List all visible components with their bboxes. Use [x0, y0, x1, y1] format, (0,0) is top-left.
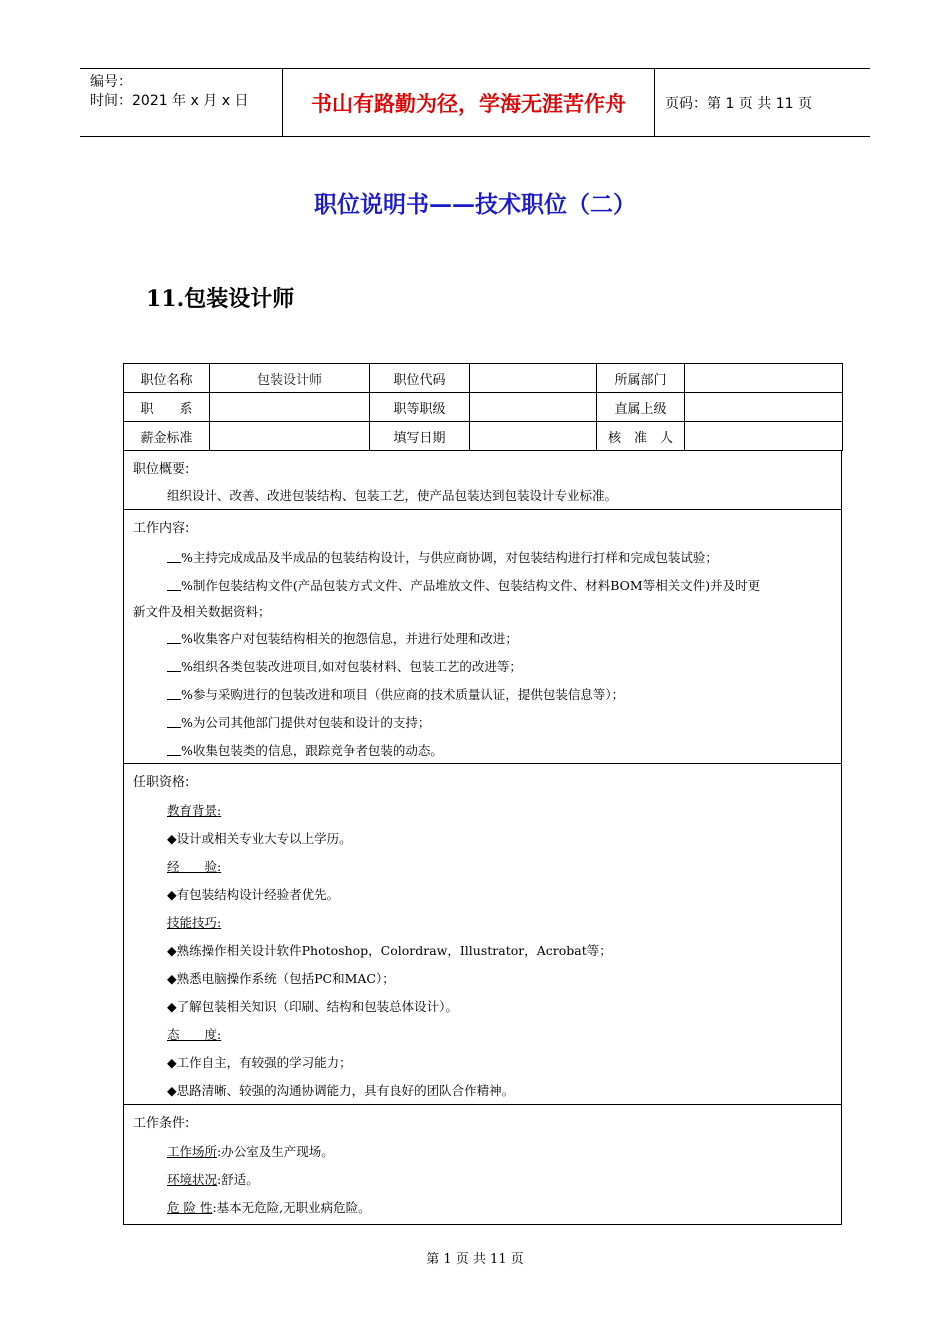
work-content-section	[123, 510, 842, 764]
experience-text: ◆有包装结构设计经验者优先。	[167, 887, 340, 902]
department-value	[685, 364, 843, 393]
header-page-info: 页码：第 1 页 共 11 页	[665, 95, 812, 112]
list-item-continuation: 新文件及相关数据资料；	[133, 604, 271, 619]
qualification-heading: 任职资格:	[133, 775, 190, 790]
skills-label: 技能技巧:	[167, 915, 222, 930]
number-label: 编号：	[90, 74, 132, 90]
environment-value: :舒适。	[217, 1172, 259, 1187]
risk-line	[167, 1198, 371, 1216]
salary-value	[210, 422, 370, 451]
education-text: ◆设计或相关专业大专以上学历。	[167, 831, 352, 846]
job-family-value	[210, 393, 370, 422]
skill-item: ◆了解包装相关知识（印刷、结构和包装总体设计）。	[167, 999, 458, 1014]
list-item: %收集包装类的信息，跟踪竞争者包装的动态。	[167, 741, 443, 759]
conditions-section	[123, 1105, 842, 1225]
supervisor-label: 直属上级	[597, 393, 685, 422]
table-row	[124, 422, 843, 451]
risk-label: 危 险 性	[167, 1200, 213, 1215]
position-name-value: 包装设计师	[210, 364, 370, 393]
page-footer: 第 1 页 共 11 页	[426, 1252, 524, 1267]
approver-value	[685, 422, 843, 451]
skill-item: ◆熟练操作相关设计软件Photoshop，Colordraw，Illustrator，Acrobat等；	[167, 943, 612, 958]
list-item: %为公司其他部门提供对包装和设计的支持；	[167, 713, 430, 731]
environment-label: 环境状况	[167, 1172, 218, 1187]
environment-line	[167, 1170, 259, 1188]
position-code-value	[470, 364, 597, 393]
position-name-label: 职位名称	[124, 364, 210, 393]
header-meta	[80, 69, 283, 136]
table-row	[124, 393, 843, 422]
table-row	[124, 364, 843, 393]
summary-section	[123, 451, 842, 510]
section-title: 11.包装设计师	[146, 286, 295, 312]
list-item: %收集客户对包装结构相关的抱怨信息，并进行处理和改进；	[167, 629, 518, 647]
risk-value: :基本无危险,无职业病危险。	[212, 1200, 371, 1215]
grade-label: 职等职级	[370, 393, 470, 422]
conditions-heading: 工作条件:	[133, 1116, 190, 1131]
attitude-label: 态 度:	[167, 1027, 222, 1042]
document-title: 职位说明书——技术职位（二）	[314, 191, 636, 218]
workplace-label: 工作场所	[167, 1144, 218, 1159]
workplace-line	[167, 1142, 334, 1160]
header-motto: 书山有路勤为径，学海无涯苦作舟	[283, 69, 655, 136]
attitude-item: ◆思路清晰、较强的沟通协调能力，具有良好的团队合作精神。	[167, 1083, 515, 1098]
grade-value	[470, 393, 597, 422]
page-header	[80, 68, 870, 137]
fill-date-label: 填写日期	[370, 422, 470, 451]
job-family-label: 职 系	[124, 393, 210, 422]
experience-label: 经 验:	[167, 859, 222, 874]
list-item: %参与采购进行的包装改进和项目（供应商的技术质量认证，提供包装信息等）；	[167, 685, 624, 703]
work-heading: 工作内容:	[133, 521, 190, 536]
list-item: %组织各类包装改进项目,如对包装材料、包装工艺的改进等；	[167, 657, 522, 675]
qualification-section	[123, 764, 842, 1105]
salary-label: 薪金标准	[124, 422, 210, 451]
position-info-table	[123, 363, 843, 451]
list-item: %主持完成成品及半成品的包装结构设计，与供应商协调，对包装结构进行打样和完成包装试验；	[167, 548, 718, 566]
attitude-item: ◆工作自主，有较强的学习能力；	[167, 1055, 352, 1070]
department-label: 所属部门	[597, 364, 685, 393]
position-code-label: 职位代码	[370, 364, 470, 393]
summary-heading: 职位概要:	[133, 462, 190, 477]
supervisor-value	[685, 393, 843, 422]
list-item: %制作包装结构文件(产品包装方式文件、产品堆放文件、包装结构文件、材料BOM等相关文件)并及时更	[167, 576, 760, 594]
fill-date-value	[470, 422, 597, 451]
workplace-value: :办公室及生产现场。	[217, 1144, 334, 1159]
education-label: 教育背景:	[167, 803, 222, 818]
summary-text: 组织设计、改善、改进包装结构、包装工艺，使产品包装达到包装设计专业标准。	[167, 488, 618, 503]
skill-item: ◆熟悉电脑操作系统（包括PC和MAC）；	[167, 971, 395, 986]
approver-label: 核 准 人	[597, 422, 685, 451]
time-label: 时间：2021 年 x 月 x 日	[90, 93, 249, 109]
